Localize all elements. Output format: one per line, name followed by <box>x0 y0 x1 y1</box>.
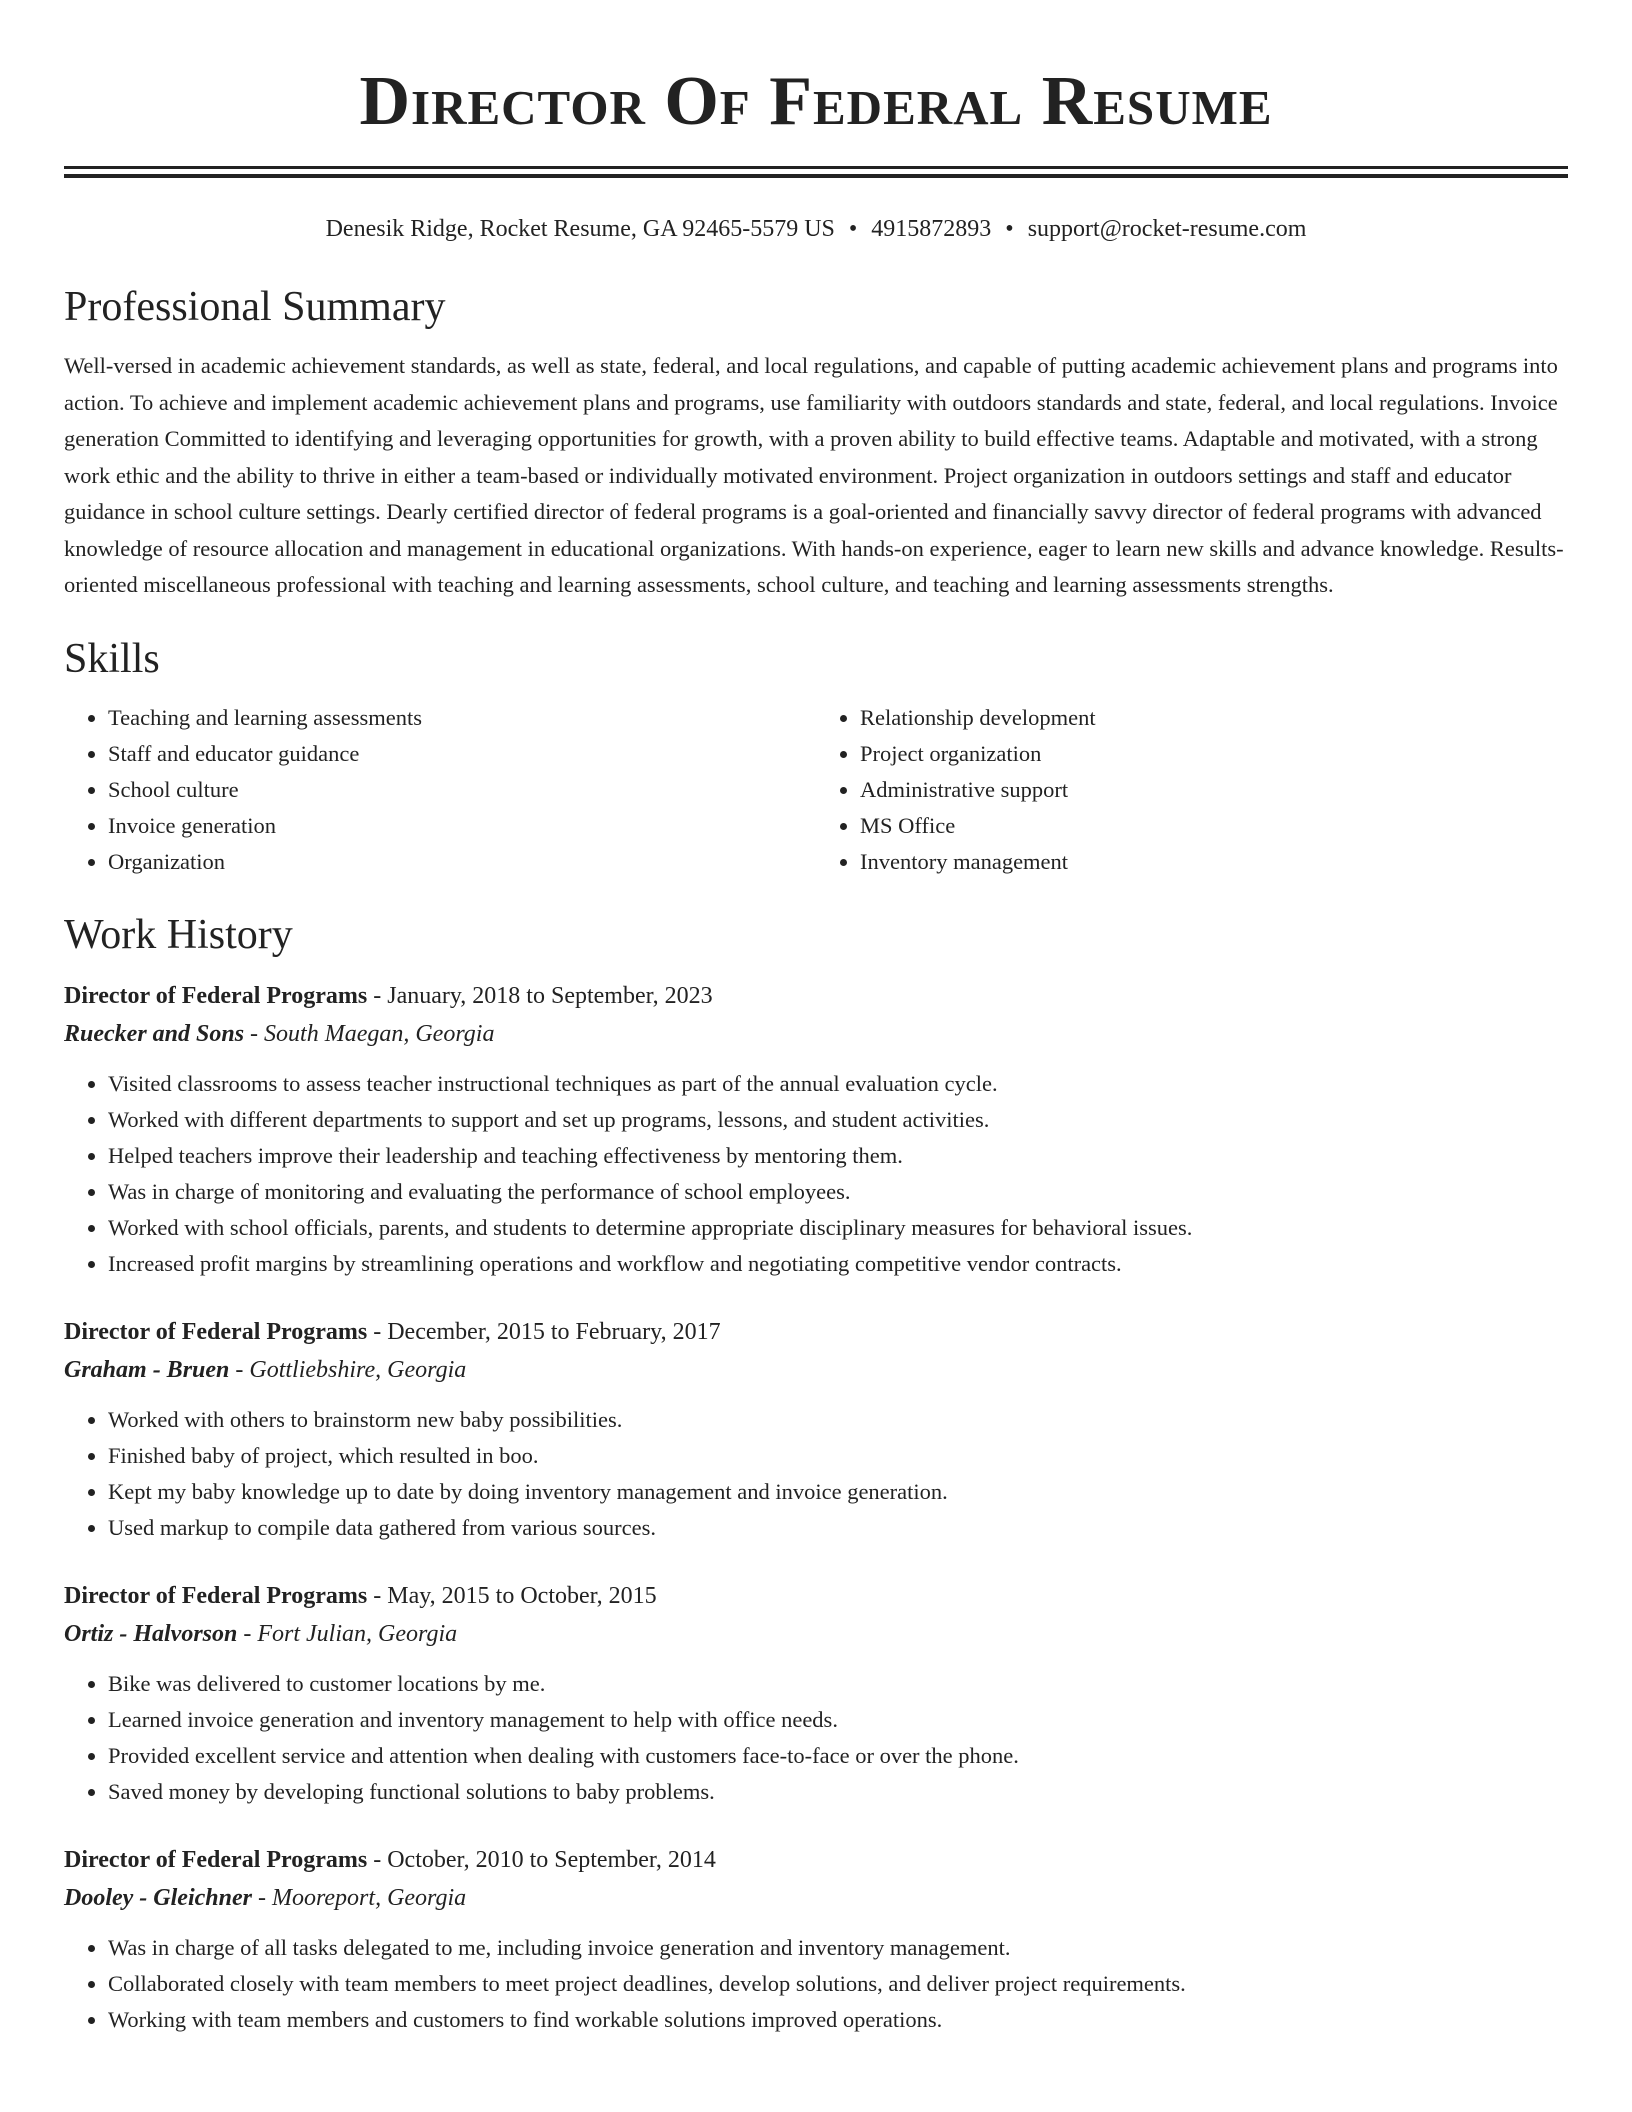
contact-separator: • <box>848 216 858 242</box>
job-title-line <box>64 1842 1568 1878</box>
job-bullet: • Was in charge of monitoring and evaluating the performance of school employees. <box>108 1174 1568 1210</box>
job-bullet: • Worked with others to brainstorm new baby possibilities. <box>108 1402 1568 1438</box>
job-bullet: • Worked with different departments to support and set up programs, lessons, and student activities. <box>108 1102 1568 1138</box>
company-name: Graham - Bruen <box>64 1356 230 1383</box>
skill-item: • Inventory management <box>860 844 1568 880</box>
job-bullet: • Finished baby of project, which resulted in boo. <box>108 1438 1568 1474</box>
skill-item: • Invoice generation <box>108 808 816 844</box>
job-bullet: • Kept my baby knowledge up to date by doing inventory management and invoice generation. <box>108 1474 1568 1510</box>
job-bullets <box>64 1930 1568 2038</box>
company-name: Ruecker and Sons <box>64 1020 245 1047</box>
contact-email: support@rocket-resume.com <box>1027 216 1307 242</box>
skills-list <box>64 700 1568 880</box>
job-title: Director of Federal Programs <box>64 1582 368 1609</box>
company-line <box>64 1014 1568 1054</box>
skill-item: • School culture <box>108 772 816 808</box>
skill-item: • Teaching and learning assessments <box>108 700 816 736</box>
job-bullet: • Provided excellent service and attention when dealing with customers face-to-face or over the phone. <box>108 1738 1568 1774</box>
job-bullet: • Increased profit margins by streamlining operations and workflow and negotiating competitive vendor contracts. <box>108 1246 1568 1282</box>
job-bullet: • Helped teachers improve their leadership and teaching effectiveness by mentoring them. <box>108 1138 1568 1174</box>
job-entry <box>64 1578 1568 1810</box>
company-location: - Fort Julian, Georgia <box>237 1620 458 1647</box>
title-divider <box>64 166 1568 178</box>
skill-item: • Administrative support <box>860 772 1568 808</box>
skills-column-right <box>816 700 1568 880</box>
job-bullets <box>64 1066 1568 1282</box>
job-entry <box>64 1842 1568 2038</box>
summary-heading: Professional Summary <box>64 284 446 330</box>
job-dates: - December, 2015 to February, 2017 <box>367 1318 721 1345</box>
job-bullet: • Worked with school officials, parents, and students to determine appropriate disciplinary measures for behavioral issues. <box>108 1210 1568 1246</box>
contact-separator: • <box>1005 216 1014 242</box>
job-bullet: • Working with team members and customers to find workable solutions improved operations. <box>108 2002 1568 2038</box>
contact-line <box>64 214 1568 244</box>
job-bullet: • Learned invoice generation and inventory management to help with office needs. <box>108 1702 1568 1738</box>
company-location: - Gottliebshire, Georgia <box>229 1356 467 1383</box>
job-title-line <box>64 978 1568 1014</box>
skill-item: • Relationship development <box>860 700 1568 736</box>
job-bullet: • Visited classrooms to assess teacher instructional techniques as part of the annual evaluation cycle. <box>108 1066 1568 1102</box>
job-title: Director of Federal Programs <box>64 1846 368 1873</box>
company-line <box>64 1878 1568 1918</box>
job-dates: - May, 2015 to October, 2015 <box>367 1582 657 1609</box>
job-title-line <box>64 1578 1568 1614</box>
skill-item: • Staff and educator guidance <box>108 736 816 772</box>
job-bullets <box>64 1666 1568 1810</box>
company-location: - Mooreport, Georgia <box>251 1884 467 1911</box>
job-title-line <box>64 1314 1568 1350</box>
job-bullet: • Saved money by developing functional solutions to baby problems. <box>108 1774 1568 1810</box>
job-bullet: • Was in charge of all tasks delegated to me, including invoice generation and inventory management. <box>108 1930 1568 1966</box>
job-dates: - January, 2018 to September, 2023 <box>367 982 713 1009</box>
skill-item: • Organization <box>108 844 816 880</box>
resume-title: Director Of Federal Resume <box>359 63 1273 140</box>
skills-heading: Skills <box>64 635 160 682</box>
company-location: - South Maegan, Georgia <box>244 1020 495 1047</box>
job-bullet: • Used markup to compile data gathered from various sources. <box>108 1510 1568 1546</box>
summary-text: Well-versed in academic achievement standards, as well as state, federal, and local regulations, and capable of putting academic achievement plans and programs into action. To achieve and implement academic achievement plans and programs, use familiarity with outdoors standards and state, federal, and local regulations. Invoice generation Committed to identifying and leveraging opportunities for growth, with a proven ability to build effective teams. Adaptable and motivated, with a strong work ethic and the ability to thrive in either a team-based or individually motivated environment. Project organization in outdoors settings and staff and educator guidance in school culture settings. Dearly certified director of federal programs is a goal-oriented and financially savvy director of federal programs with advanced knowledge of resource allocation and management in educational organizations. With hands-on experience, eager to learn new skills and advance knowledge. Results-oriented miscellaneous professional with teaching and learning assessments, school culture, and teaching and learning assessments strengths. <box>64 353 1564 597</box>
job-entry <box>64 1314 1568 1546</box>
skills-column-left <box>64 700 816 880</box>
company-line <box>64 1350 1568 1390</box>
job-bullet: • Bike was delivered to customer locations by me. <box>108 1666 1568 1702</box>
contact-phone: 4915872893 <box>871 216 992 242</box>
job-title: Director of Federal Programs <box>64 1318 368 1345</box>
work-history-heading: Work History <box>64 911 293 958</box>
job-title: Director of Federal Programs <box>64 982 368 1009</box>
company-line <box>64 1614 1568 1654</box>
job-dates: - October, 2010 to September, 2014 <box>367 1846 716 1873</box>
company-name: Dooley - Gleichner <box>64 1884 252 1911</box>
skill-item: • MS Office <box>860 808 1568 844</box>
contact-address: Denesik Ridge, Rocket Resume, GA 92465-5579 US <box>325 216 835 242</box>
job-entry <box>64 978 1568 1282</box>
company-name: Ortiz - Halvorson <box>64 1620 238 1647</box>
job-bullets <box>64 1402 1568 1546</box>
skill-item: • Project organization <box>860 736 1568 772</box>
job-bullet: • Collaborated closely with team members to meet project deadlines, develop solutions, and deliver project requirements. <box>108 1966 1568 2002</box>
